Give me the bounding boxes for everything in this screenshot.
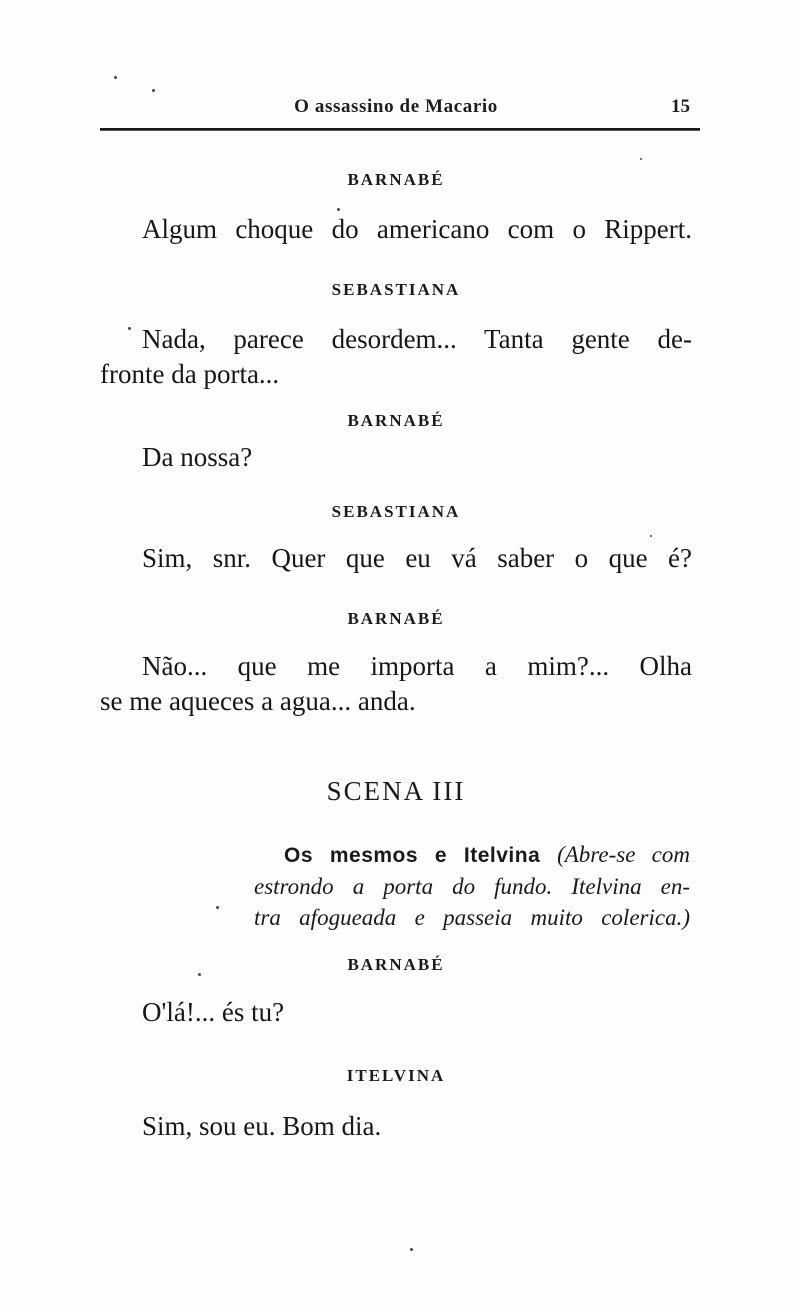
speaker-name: BARNABÉ xyxy=(347,411,445,430)
dialogue-paragraph xyxy=(100,322,692,392)
scan-speck xyxy=(337,208,340,211)
speaker-name: SEBASTIANA xyxy=(331,502,461,521)
dialogue-line: Nada, parece desordem... Tanta gente de- xyxy=(142,324,692,354)
stage-direction-line xyxy=(254,902,690,933)
dialogue-line: Sim, snr. Quer que eu vá saber o que é? xyxy=(142,543,692,573)
stage-direction-line xyxy=(254,871,690,902)
stage-direction xyxy=(254,839,690,933)
stage-direction-action: (Abre-se com xyxy=(557,842,690,867)
dialogue-paragraph xyxy=(100,649,692,719)
scan-speck xyxy=(650,535,652,537)
header-rule xyxy=(100,128,700,131)
dialogue-paragraph xyxy=(100,212,692,247)
speaker-name: BARNABÉ xyxy=(347,955,445,974)
dialogue-paragraph xyxy=(100,440,692,475)
dialogue-line: Não... que me importa a mim?... Olha xyxy=(142,651,692,681)
speaker-name: ITELVINA xyxy=(346,1066,446,1085)
running-title: O assassino de Macario xyxy=(294,96,498,117)
stage-direction-line xyxy=(254,839,690,871)
scene-heading: SCENA III xyxy=(326,776,466,806)
dialogue-line: Da nossa? xyxy=(142,442,253,472)
dialogue-line: Sim, sou eu. Bom dia. xyxy=(142,1111,382,1141)
dialogue-line: O'lá!... és tu? xyxy=(142,997,285,1027)
speaker-name: BARNABÉ xyxy=(347,170,445,189)
speaker-name: BARNABÉ xyxy=(347,609,445,628)
stage-direction-characters: Os mesmos e Itelvina xyxy=(284,844,558,867)
dialogue-line: se me aqueces a agua... anda. xyxy=(100,686,416,716)
scan-speck xyxy=(640,158,642,160)
scan-speck xyxy=(128,327,131,330)
dialogue-line: Algum choque do americano com o Rippert. xyxy=(142,214,692,244)
page-number: 15 xyxy=(671,96,690,117)
scan-speck xyxy=(152,89,155,92)
dialogue-line: fronte da porta... xyxy=(100,359,280,389)
scan-speck xyxy=(216,906,219,909)
dialogue-paragraph xyxy=(100,541,692,576)
scan-speck xyxy=(198,973,201,976)
scan-speck xyxy=(410,1248,413,1251)
speaker-name: SEBASTIANA xyxy=(331,280,461,299)
stage-direction-action: estrondo a porta do fundo. Itelvina en- xyxy=(254,874,690,899)
dialogue-paragraph xyxy=(100,1109,692,1144)
scan-speck xyxy=(114,76,117,79)
dialogue-paragraph xyxy=(100,995,692,1030)
stage-direction-action: tra afogueada e passeia muito colerica.) xyxy=(254,905,690,930)
